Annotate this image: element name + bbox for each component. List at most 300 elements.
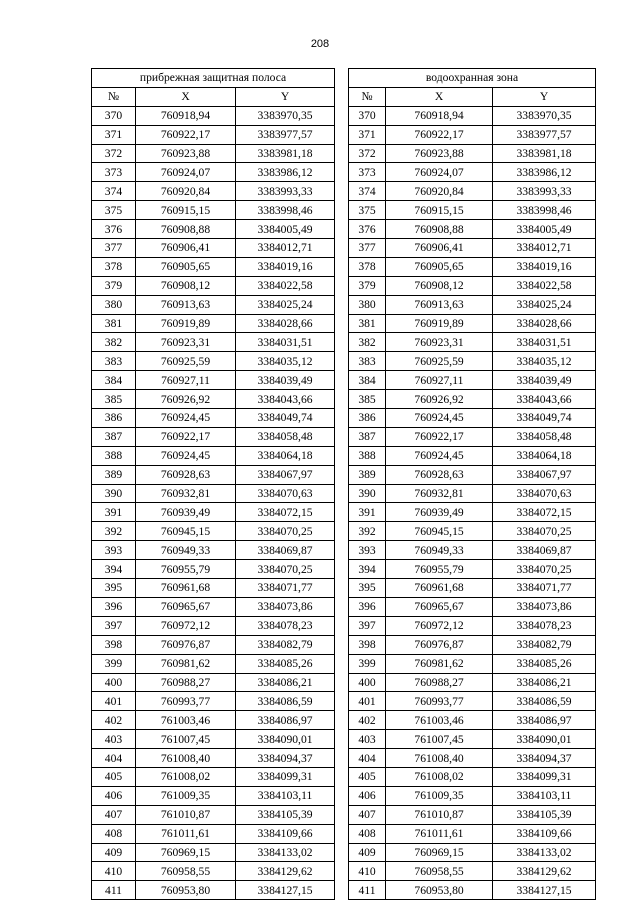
left-y-coordinate: 3384070,25 — [236, 560, 335, 579]
right-x-coordinate: 761011,61 — [386, 824, 493, 843]
left-y-coordinate: 3383977,57 — [236, 125, 335, 144]
right-point-number: 408 — [349, 824, 386, 843]
right-x-coordinate: 760919,89 — [386, 314, 493, 333]
right-point-number: 404 — [349, 749, 386, 768]
table-row — [92, 673, 596, 692]
right-point-number: 383 — [349, 352, 386, 371]
right-x-coordinate: 760905,65 — [386, 257, 493, 276]
left-y-coordinate: 3384127,15 — [236, 881, 335, 900]
right-y-coordinate: 3384072,15 — [493, 503, 596, 522]
left-y-coordinate: 3384049,74 — [236, 409, 335, 428]
table-gap — [335, 87, 349, 106]
table-row — [92, 522, 596, 541]
right-y-coordinate: 3384039,49 — [493, 371, 596, 390]
left-y-coordinate: 3384035,12 — [236, 352, 335, 371]
table-row — [92, 144, 596, 163]
table-gap — [335, 560, 349, 579]
left-point-number: 408 — [92, 824, 136, 843]
left-x-coordinate: 761008,40 — [136, 749, 236, 768]
left-point-number: 400 — [92, 673, 136, 692]
left-y-header: Y — [236, 87, 335, 106]
left-point-number: 376 — [92, 220, 136, 239]
left-x-coordinate: 760949,33 — [136, 541, 236, 560]
left-x-coordinate: 761011,61 — [136, 824, 236, 843]
table-gap — [335, 805, 349, 824]
table-row — [92, 616, 596, 635]
table-gap — [335, 446, 349, 465]
right-x-coordinate: 760918,94 — [386, 106, 493, 125]
left-point-number: 370 — [92, 106, 136, 125]
table-row — [92, 446, 596, 465]
table-gap — [335, 673, 349, 692]
table-gap — [335, 862, 349, 881]
right-point-number: 406 — [349, 786, 386, 805]
left-point-number: 398 — [92, 635, 136, 654]
right-point-number: 371 — [349, 125, 386, 144]
right-y-coordinate: 3384070,63 — [493, 484, 596, 503]
right-point-number: 388 — [349, 446, 386, 465]
left-y-coordinate: 3384069,87 — [236, 541, 335, 560]
right-x-coordinate: 760969,15 — [386, 843, 493, 862]
right-y-coordinate: 3384082,79 — [493, 635, 596, 654]
table-row — [92, 295, 596, 314]
right-x-coordinate: 760945,15 — [386, 522, 493, 541]
left-y-coordinate: 3384086,21 — [236, 673, 335, 692]
right-x-header: X — [386, 87, 493, 106]
right-x-coordinate: 760908,88 — [386, 220, 493, 239]
left-x-coordinate: 760961,68 — [136, 579, 236, 598]
left-x-coordinate: 760926,92 — [136, 390, 236, 409]
left-x-coordinate: 761003,46 — [136, 711, 236, 730]
right-x-coordinate: 760961,68 — [386, 579, 493, 598]
table-gap — [335, 295, 349, 314]
right-y-coordinate: 3384090,01 — [493, 730, 596, 749]
right-section-title: водоохранная зона — [349, 69, 596, 88]
left-point-number: 382 — [92, 333, 136, 352]
right-point-number: 394 — [349, 560, 386, 579]
table-gap — [335, 503, 349, 522]
right-y-coordinate: 3384070,25 — [493, 522, 596, 541]
left-point-number: 391 — [92, 503, 136, 522]
left-point-number: 380 — [92, 295, 136, 314]
right-y-coordinate: 3384043,66 — [493, 390, 596, 409]
right-y-coordinate: 3384109,66 — [493, 824, 596, 843]
left-point-number: 379 — [92, 276, 136, 295]
left-y-coordinate: 3384070,63 — [236, 484, 335, 503]
left-x-coordinate: 760965,67 — [136, 597, 236, 616]
left-y-coordinate: 3384094,37 — [236, 749, 335, 768]
right-x-coordinate: 760922,17 — [386, 427, 493, 446]
table-row — [92, 692, 596, 711]
table-row — [92, 560, 596, 579]
right-x-coordinate: 760920,84 — [386, 182, 493, 201]
right-point-number: 380 — [349, 295, 386, 314]
right-point-number: 381 — [349, 314, 386, 333]
right-point-number: 384 — [349, 371, 386, 390]
page-number: 208 — [310, 38, 330, 50]
right-x-coordinate: 760955,79 — [386, 560, 493, 579]
left-x-header: X — [136, 87, 236, 106]
left-y-coordinate: 3384073,86 — [236, 597, 335, 616]
right-point-number: 398 — [349, 635, 386, 654]
right-point-number: 409 — [349, 843, 386, 862]
table-row — [92, 163, 596, 182]
left-point-number: 381 — [92, 314, 136, 333]
left-point-number: 389 — [92, 465, 136, 484]
right-x-coordinate: 760923,31 — [386, 333, 493, 352]
left-y-coordinate: 3384005,49 — [236, 220, 335, 239]
section-header-row — [92, 69, 596, 88]
table-row — [92, 257, 596, 276]
left-x-coordinate: 760945,15 — [136, 522, 236, 541]
right-x-coordinate: 760913,63 — [386, 295, 493, 314]
right-point-number: 403 — [349, 730, 386, 749]
left-point-number: 393 — [92, 541, 136, 560]
table-gap — [335, 220, 349, 239]
table-gap — [335, 692, 349, 711]
right-x-coordinate: 760924,45 — [386, 409, 493, 428]
table-gap — [335, 522, 349, 541]
table-gap — [335, 106, 349, 125]
left-y-coordinate: 3384129,62 — [236, 862, 335, 881]
left-y-coordinate: 3384085,26 — [236, 654, 335, 673]
left-point-number: 371 — [92, 125, 136, 144]
right-x-coordinate: 760915,15 — [386, 201, 493, 220]
right-x-coordinate: 760965,67 — [386, 597, 493, 616]
left-y-coordinate: 3384067,97 — [236, 465, 335, 484]
table-row — [92, 201, 596, 220]
left-point-number: 384 — [92, 371, 136, 390]
table-row — [92, 862, 596, 881]
left-point-number: 395 — [92, 579, 136, 598]
left-point-number: 387 — [92, 427, 136, 446]
right-point-number: 377 — [349, 239, 386, 258]
left-x-coordinate: 760972,12 — [136, 616, 236, 635]
right-y-coordinate: 3384058,48 — [493, 427, 596, 446]
right-y-coordinate: 3384086,97 — [493, 711, 596, 730]
left-x-coordinate: 760915,15 — [136, 201, 236, 220]
right-point-number: 389 — [349, 465, 386, 484]
table-row — [92, 314, 596, 333]
right-x-coordinate: 760932,81 — [386, 484, 493, 503]
table-row — [92, 635, 596, 654]
left-point-number: 404 — [92, 749, 136, 768]
column-header-row — [92, 87, 596, 106]
left-point-number: 401 — [92, 692, 136, 711]
left-x-coordinate: 760908,12 — [136, 276, 236, 295]
table-gap — [335, 465, 349, 484]
right-x-coordinate: 760906,41 — [386, 239, 493, 258]
table-row — [92, 220, 596, 239]
right-point-number: 402 — [349, 711, 386, 730]
left-x-coordinate: 761008,02 — [136, 767, 236, 786]
table-row — [92, 579, 596, 598]
table-gap — [335, 352, 349, 371]
right-x-coordinate: 760928,63 — [386, 465, 493, 484]
table-gap — [335, 257, 349, 276]
table-gap — [335, 597, 349, 616]
right-x-coordinate: 760922,17 — [386, 125, 493, 144]
left-point-number: 396 — [92, 597, 136, 616]
left-point-number: 409 — [92, 843, 136, 862]
left-point-number: 373 — [92, 163, 136, 182]
right-y-header: Y — [493, 87, 596, 106]
right-y-coordinate: 3384086,21 — [493, 673, 596, 692]
right-point-number: 373 — [349, 163, 386, 182]
table-row — [92, 239, 596, 258]
left-point-number: 403 — [92, 730, 136, 749]
left-y-coordinate: 3384039,49 — [236, 371, 335, 390]
left-point-number: 402 — [92, 711, 136, 730]
right-x-coordinate: 760925,59 — [386, 352, 493, 371]
right-point-number: 401 — [349, 692, 386, 711]
right-x-coordinate: 760926,92 — [386, 390, 493, 409]
right-point-number: 395 — [349, 579, 386, 598]
left-x-coordinate: 760955,79 — [136, 560, 236, 579]
table-gap — [335, 371, 349, 390]
left-y-coordinate: 3384133,02 — [236, 843, 335, 862]
right-x-coordinate: 761008,40 — [386, 749, 493, 768]
table-gap — [335, 616, 349, 635]
right-x-coordinate: 760993,77 — [386, 692, 493, 711]
right-y-coordinate: 3383977,57 — [493, 125, 596, 144]
right-x-coordinate: 760949,33 — [386, 541, 493, 560]
left-x-coordinate: 760924,45 — [136, 446, 236, 465]
left-x-coordinate: 760918,94 — [136, 106, 236, 125]
right-point-number: 370 — [349, 106, 386, 125]
left-y-coordinate: 3384031,51 — [236, 333, 335, 352]
left-x-coordinate: 760976,87 — [136, 635, 236, 654]
right-x-coordinate: 761010,87 — [386, 805, 493, 824]
left-y-coordinate: 3384086,59 — [236, 692, 335, 711]
table-gap — [335, 881, 349, 900]
left-y-coordinate: 3384025,24 — [236, 295, 335, 314]
right-point-number: 410 — [349, 862, 386, 881]
right-point-number: 382 — [349, 333, 386, 352]
right-point-number: 397 — [349, 616, 386, 635]
left-x-coordinate: 760905,65 — [136, 257, 236, 276]
left-x-coordinate: 760927,11 — [136, 371, 236, 390]
right-x-coordinate: 760988,27 — [386, 673, 493, 692]
table-row — [92, 182, 596, 201]
right-y-coordinate: 3384070,25 — [493, 560, 596, 579]
right-y-coordinate: 3383981,18 — [493, 144, 596, 163]
left-x-coordinate: 760923,31 — [136, 333, 236, 352]
table-row — [92, 541, 596, 560]
table-row — [92, 427, 596, 446]
right-y-coordinate: 3383970,35 — [493, 106, 596, 125]
left-x-coordinate: 760958,55 — [136, 862, 236, 881]
table-row — [92, 843, 596, 862]
right-y-coordinate: 3384078,23 — [493, 616, 596, 635]
right-x-coordinate: 760923,88 — [386, 144, 493, 163]
table-row — [92, 711, 596, 730]
left-y-coordinate: 3384070,25 — [236, 522, 335, 541]
right-point-number: 392 — [349, 522, 386, 541]
left-x-coordinate: 760919,89 — [136, 314, 236, 333]
right-point-number: 391 — [349, 503, 386, 522]
left-x-coordinate: 761009,35 — [136, 786, 236, 805]
left-x-coordinate: 760923,88 — [136, 144, 236, 163]
right-point-number: 374 — [349, 182, 386, 201]
table-gap — [335, 390, 349, 409]
right-x-coordinate: 760976,87 — [386, 635, 493, 654]
left-y-coordinate: 3384090,01 — [236, 730, 335, 749]
table-gap — [335, 144, 349, 163]
right-x-coordinate: 760972,12 — [386, 616, 493, 635]
table-row — [92, 125, 596, 144]
right-y-coordinate: 3384049,74 — [493, 409, 596, 428]
left-point-number: 374 — [92, 182, 136, 201]
right-y-coordinate: 3384094,37 — [493, 749, 596, 768]
right-x-coordinate: 760908,12 — [386, 276, 493, 295]
table-gap — [335, 409, 349, 428]
left-x-coordinate: 760920,84 — [136, 182, 236, 201]
left-x-coordinate: 760969,15 — [136, 843, 236, 862]
right-y-coordinate: 3384064,18 — [493, 446, 596, 465]
left-y-coordinate: 3383986,12 — [236, 163, 335, 182]
table-gap — [335, 730, 349, 749]
left-point-number: 386 — [92, 409, 136, 428]
left-y-coordinate: 3384082,79 — [236, 635, 335, 654]
table-gap — [335, 333, 349, 352]
table-row — [92, 597, 596, 616]
right-y-coordinate: 3384071,77 — [493, 579, 596, 598]
table-gap — [335, 824, 349, 843]
right-y-coordinate: 3384022,58 — [493, 276, 596, 295]
right-y-coordinate: 3384028,66 — [493, 314, 596, 333]
table-row — [92, 390, 596, 409]
table-gap — [335, 579, 349, 598]
left-point-number: 406 — [92, 786, 136, 805]
left-y-coordinate: 3384019,16 — [236, 257, 335, 276]
left-point-number: 388 — [92, 446, 136, 465]
table-gap — [335, 201, 349, 220]
left-x-coordinate: 760922,17 — [136, 125, 236, 144]
right-point-number: 407 — [349, 805, 386, 824]
left-point-number: 378 — [92, 257, 136, 276]
table-row — [92, 106, 596, 125]
left-y-coordinate: 3384103,11 — [236, 786, 335, 805]
left-y-coordinate: 3384078,23 — [236, 616, 335, 635]
left-y-coordinate: 3384099,31 — [236, 767, 335, 786]
table-row — [92, 767, 596, 786]
left-x-coordinate: 760939,49 — [136, 503, 236, 522]
right-point-number: 375 — [349, 201, 386, 220]
right-point-number: 393 — [349, 541, 386, 560]
left-x-coordinate: 760988,27 — [136, 673, 236, 692]
table-gap — [335, 314, 349, 333]
right-y-coordinate: 3384086,59 — [493, 692, 596, 711]
table-row — [92, 805, 596, 824]
right-point-number: 400 — [349, 673, 386, 692]
left-x-coordinate: 760924,07 — [136, 163, 236, 182]
right-y-coordinate: 3384067,97 — [493, 465, 596, 484]
left-point-number: 383 — [92, 352, 136, 371]
right-point-number: 411 — [349, 881, 386, 900]
right-y-coordinate: 3384129,62 — [493, 862, 596, 881]
table-gap — [335, 69, 349, 88]
left-point-number: 375 — [92, 201, 136, 220]
left-y-coordinate: 3384022,58 — [236, 276, 335, 295]
left-point-number: 407 — [92, 805, 136, 824]
table-gap — [335, 163, 349, 182]
table-row — [92, 749, 596, 768]
left-point-number: 397 — [92, 616, 136, 635]
right-y-coordinate: 3384073,86 — [493, 597, 596, 616]
table-gap — [335, 786, 349, 805]
coordinates-table — [91, 68, 596, 900]
right-y-coordinate: 3384127,15 — [493, 881, 596, 900]
table-row — [92, 824, 596, 843]
left-point-number: 372 — [92, 144, 136, 163]
table-gap — [335, 843, 349, 862]
left-y-coordinate: 3384105,39 — [236, 805, 335, 824]
left-point-number: 411 — [92, 881, 136, 900]
table-gap — [335, 654, 349, 673]
left-x-coordinate: 761010,87 — [136, 805, 236, 824]
left-num-header: № — [92, 87, 136, 106]
left-x-coordinate: 760908,88 — [136, 220, 236, 239]
right-y-coordinate: 3384099,31 — [493, 767, 596, 786]
right-x-coordinate: 760939,49 — [386, 503, 493, 522]
table-row — [92, 465, 596, 484]
table-row — [92, 881, 596, 900]
left-y-coordinate: 3384058,48 — [236, 427, 335, 446]
left-y-coordinate: 3384012,71 — [236, 239, 335, 258]
right-point-number: 385 — [349, 390, 386, 409]
right-y-coordinate: 3384019,16 — [493, 257, 596, 276]
right-y-coordinate: 3383993,33 — [493, 182, 596, 201]
right-y-coordinate: 3384031,51 — [493, 333, 596, 352]
left-y-coordinate: 3383993,33 — [236, 182, 335, 201]
table-row — [92, 371, 596, 390]
left-point-number: 390 — [92, 484, 136, 503]
left-x-coordinate: 760925,59 — [136, 352, 236, 371]
right-x-coordinate: 761008,02 — [386, 767, 493, 786]
right-point-number: 372 — [349, 144, 386, 163]
left-x-coordinate: 760953,80 — [136, 881, 236, 900]
table-gap — [335, 541, 349, 560]
left-x-coordinate: 760928,63 — [136, 465, 236, 484]
left-y-coordinate: 3383970,35 — [236, 106, 335, 125]
left-section-title: прибрежная защитная полоса — [92, 69, 335, 88]
right-point-number: 378 — [349, 257, 386, 276]
right-x-coordinate: 761007,45 — [386, 730, 493, 749]
right-y-coordinate: 3384103,11 — [493, 786, 596, 805]
right-point-number: 390 — [349, 484, 386, 503]
left-point-number: 405 — [92, 767, 136, 786]
right-point-number: 405 — [349, 767, 386, 786]
right-y-coordinate: 3384035,12 — [493, 352, 596, 371]
left-point-number: 410 — [92, 862, 136, 881]
right-x-coordinate: 760924,07 — [386, 163, 493, 182]
right-num-header: № — [349, 87, 386, 106]
left-x-coordinate: 760932,81 — [136, 484, 236, 503]
left-y-coordinate: 3383981,18 — [236, 144, 335, 163]
left-x-coordinate: 760924,45 — [136, 409, 236, 428]
right-point-number: 399 — [349, 654, 386, 673]
right-y-coordinate: 3383998,46 — [493, 201, 596, 220]
table-gap — [335, 635, 349, 654]
right-point-number: 376 — [349, 220, 386, 239]
right-point-number: 379 — [349, 276, 386, 295]
right-y-coordinate: 3384133,02 — [493, 843, 596, 862]
table-body — [92, 106, 596, 899]
left-y-coordinate: 3384072,15 — [236, 503, 335, 522]
right-y-coordinate: 3384105,39 — [493, 805, 596, 824]
table-gap — [335, 182, 349, 201]
